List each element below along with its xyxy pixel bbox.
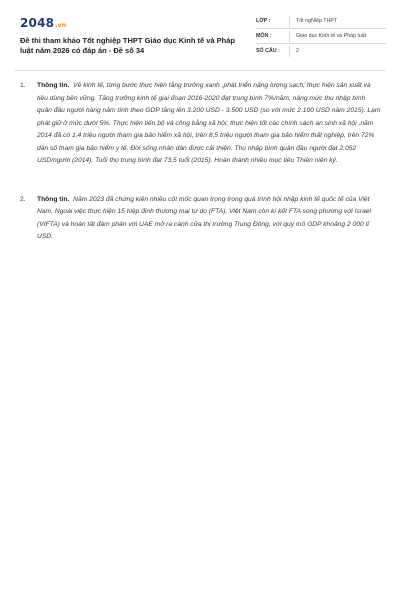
meta-separator: [289, 16, 290, 27]
question-list: [20, 80, 382, 244]
document-header: [14, 10, 386, 66]
question-item: [20, 194, 382, 244]
site-logo[interactable]: [20, 16, 66, 30]
exam-meta-box: [256, 14, 386, 58]
question-body: [37, 194, 382, 244]
question-body: [37, 80, 382, 168]
meta-row-subject: [256, 29, 386, 44]
meta-separator: [289, 31, 290, 42]
meta-row-class: [256, 14, 386, 29]
meta-label-class: LỚP :: [256, 18, 271, 24]
meta-value-subject: Giáo dục Kinh tế và Pháp luật: [296, 33, 367, 39]
meta-value-question-count: 2: [296, 48, 299, 54]
meta-label-subject: MÔN :: [256, 33, 272, 39]
meta-value-class: Tốt ngNiệp THPT: [296, 18, 338, 24]
question-number: 1.: [20, 82, 26, 89]
logo-text: 2048: [20, 16, 55, 30]
exam-title: Đề thi tham khảo Tốt nghiệp THPT Giáo dục Kinh tế và Pháp luật năm 2026 có đáp án - Đề số 34: [20, 36, 236, 55]
question-label: Thông tin.: [37, 195, 70, 203]
meta-separator: [289, 46, 290, 57]
question-text: Về kinh tế, từng bước thực hiện tăng trưởng xanh ,phát triển năng lượng sạch; thực hiện sản xuất và tiêu dùng bền vững. Tăng trưởng kinh tế giai đoạn 2016-2020 đạt trung bình 7%/năm, nâng mức thu nhập bình quân đầu người hàng năm tính theo GDP tăng lên 3.200 USD - 3.500 USD (so với mức 2.100 USD năm 2015). Lạm phát giữ ở mức dưới 5%. Thực hiện tiến bộ và công bằng xã hội; thực hiện tốt các chính sách an sinh xã hội ,năm 2014 đã có 1,4 triệu người tham gia bảo hiểm xã hội, trên 8,5 triệu người tham gia bảo hiểm thất nghiệp, trên 72% dân số tham gia bảo hiểm y tế. Đời sống nhân dân được cải thiện. Thu nhập bình quân đầu người đạt 2.052 USD/người (2014). Tuổi thọ trung bình đạt 73,5 tuổi (2015). Hoàn thành nhiều mục tiêu Thiên niên kỷ.: [37, 82, 381, 164]
question-item: [20, 80, 382, 168]
header-divider: [14, 70, 386, 71]
question-number: 2.: [20, 195, 26, 203]
meta-row-question-count: [256, 44, 386, 58]
question-text: Năm 2023 đã chứng kiến nhiều cột mốc quan trọng trong quá trình hội nhập kinh tế quốc tế của Việt Nam. Ngoài việc thực hiện 15 hiệp định thương mại tự do (FTA), Việt Nam còn kí kết FTA song phương với Israel (VIFTA) và hoàn tất đàm phán với UAE mở ra cánh cửa thị trường Trung Đông, với quy mô GDP khoảng 2 000 tỉ USD.: [37, 195, 371, 240]
question-label: Thông tin.: [37, 82, 70, 89]
logo-tld: .vn: [55, 22, 67, 29]
meta-label-question-count: SỐ CÂU :: [256, 48, 280, 54]
